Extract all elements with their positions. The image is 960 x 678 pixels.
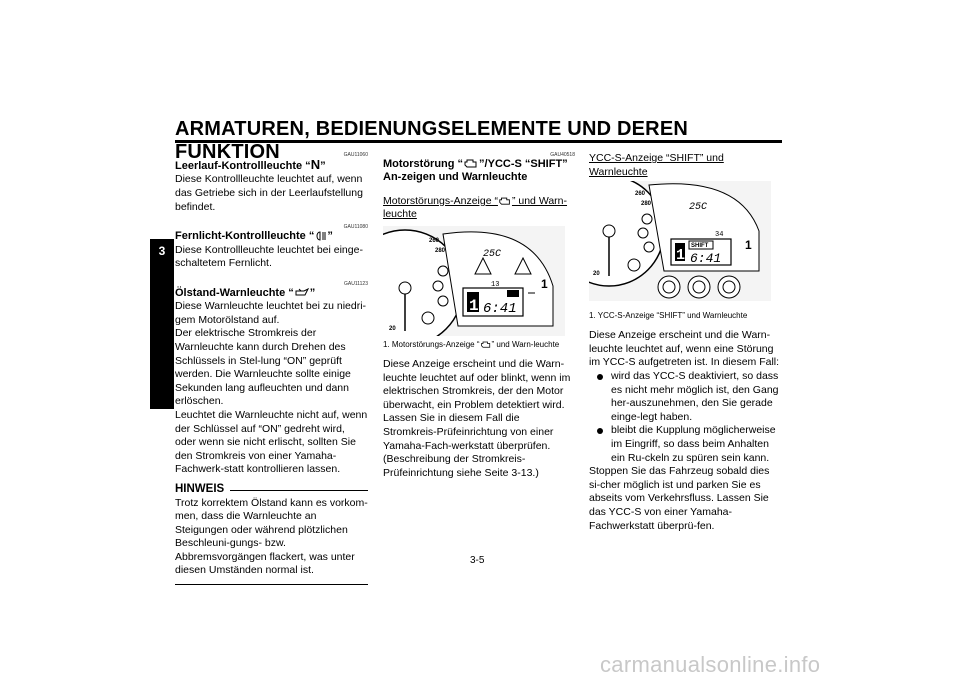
page-number: 3-5 [470, 555, 485, 566]
list-item-text: bleibt die Kupplung möglicherweise im Eingriff, so dass beim Anhalten ein Ru-ckeln zu spüren sein kann. [611, 424, 776, 464]
section-code: GAU11080 [343, 224, 368, 231]
temp-readout: 25C [689, 202, 708, 214]
engine-warning-icon [498, 197, 512, 206]
instrument-cluster-figure [383, 226, 565, 336]
heading-text: Fernlicht-Kontrollleuchte “ [175, 230, 315, 243]
page-title: ARMATUREN, BEDIENUNGSELEMENTE UND DEREN FUNKTION [175, 118, 689, 163]
bullet-list [589, 370, 781, 465]
title-rule [175, 140, 782, 143]
gear-readout: 1 [676, 247, 686, 265]
section-heading-neutral [175, 158, 368, 173]
section-heading-high-beam [175, 230, 368, 243]
neutral-indicator-icon: N [310, 157, 321, 172]
callout-number: 1 [541, 277, 548, 291]
temp-readout: 25C [483, 249, 502, 260]
heading-text: Leerlauf-Kontrollleuchte “ [175, 160, 311, 172]
note-label: HINWEIS [175, 482, 225, 495]
paragraph: Der elektrische Stromkreis der Warnleuchte kann durch Drehen des Schlüssels in Stel-lung “ON” geprüft werden. Die Warnleuchte sollte einige Sekunden lang aufleuchten und dann erlöschen. [175, 327, 351, 408]
chapter-number: 3 [158, 244, 166, 258]
tacho-label-20: 20 [593, 271, 600, 278]
section-heading-engine-trouble [383, 158, 575, 185]
high-beam-icon [314, 231, 327, 241]
paragraph: Leuchtet die Warnleuchte nicht auf, wenn der Schlüssel auf “ON” gedreht wird, oder wenn sie nicht erlischt, sollten Sie den Stromkreis von einer Yamaha-Fachwerk-statt kontrollieren lassen. [175, 408, 368, 476]
engine-warning-icon [463, 159, 479, 169]
small-readout: 34 [715, 231, 724, 240]
note-end-rule [175, 584, 368, 585]
paragraph: Diese Kontrollleuchte leuchtet bei einge-schaltetem Fernlicht. [175, 243, 363, 270]
tacho-label-280: 280 [435, 248, 446, 254]
paragraph: Diese Anzeige erscheint und die Warn-leuchte leuchtet auf, wenn eine Störung im YCC-S aufgetreten ist. In diesem Fall: [589, 329, 780, 369]
note-rule [230, 490, 368, 491]
column-2 [383, 152, 575, 480]
paragraph: Diese Kontrollleuchte leuchtet auf, wenn das Getriebe sich in der Leerlaufstellung befindet. [175, 173, 363, 213]
column-3 [589, 152, 781, 533]
caption-text: ” und Warn-leuchte [491, 340, 560, 349]
instrument-cluster-figure [589, 181, 771, 301]
list-item [589, 424, 781, 465]
list-item-text: wird das YCC-S deaktiviert, so dass es nicht mehr möglich ist, den Gang her-auszunehmen, den Sie gerade einge-legt haben. [611, 369, 779, 423]
callout-number: 1 [745, 238, 752, 253]
watermark: carmanualsonline.info [600, 652, 821, 677]
heading-text: ” [309, 286, 316, 299]
time-readout: 6:41 [690, 251, 722, 267]
paragraph: Stoppen Sie das Fahrzeug sobald dies si-cher möglich ist und parken Sie es abseits vom Verkehrsfluss. Lassen Sie das YCC-S von einer Yamaha-Fachwerkstatt überprü-fen. [589, 465, 770, 532]
section-code: GAU40518 [550, 152, 575, 158]
heading-text: ”/YCC-S “SHIFT” An-zeigen und Warnleuchte [383, 158, 568, 184]
figure-caption [383, 340, 575, 350]
time-readout: 6:41 [483, 301, 517, 317]
heading-text: ” [320, 160, 326, 172]
note-text: Trotz korrektem Ölstand kann es vorkom-men, dass die Warnleuchte an Steigungen oder während plötzlichen Beschleuni-gungs- bzw. Abbremsvorgängen flackert, was unter diesen Umständen normal ist. [175, 496, 368, 577]
heading-text: ” [327, 230, 333, 243]
engine-warning-icon [480, 341, 492, 349]
chapter-tab [150, 239, 174, 409]
section-code: GAU11060 [343, 152, 368, 158]
bullet-icon [597, 374, 603, 380]
paragraph: Diese Warnleuchte leuchtet bei zu niedri-gem Motorölstand auf. [175, 300, 367, 326]
tacho-label-20: 20 [389, 326, 396, 332]
figure-caption: 1. YCC-S-Anzeige “SHIFT” und Warnleuchte [589, 311, 748, 321]
shift-label: SHIFT [691, 243, 709, 250]
subheading: YCC-S-Anzeige “SHIFT” und Warnleuchte [589, 152, 724, 178]
tacho-label-260: 260 [429, 238, 440, 244]
tacho-label-260: 260 [635, 191, 646, 198]
paragraph: Diese Anzeige erscheint und die Warn-leuchte leuchtet auf oder blinkt, wenn im elektrischen Stromkreis, der den Motor überwacht, ein Problem detektiert wird. Lassen Sie in diesem Fall die Stromkreis-Prüfeinrichtung von einer Yamaha-Fach-werkstatt überprüfen. (Beschreibung der Stromkreis-Prüfeinrichtung siehe Seite 3-13.) [383, 358, 571, 479]
small-readout: 13 [491, 281, 500, 289]
subheading-text: Motorstörungs-Anzeige “ [383, 194, 498, 207]
subheading-text: ” und Warn-leuchte [383, 194, 568, 221]
column-1 [175, 152, 368, 585]
note-header [175, 483, 368, 497]
bullet-icon [597, 428, 603, 434]
tacho-label-280: 280 [641, 201, 652, 208]
section-heading-oil-level [175, 287, 368, 300]
list-item [589, 370, 781, 424]
subheading [383, 195, 575, 222]
heading-text: Motorstörung “ [383, 158, 464, 170]
instrument-cluster-illustration [589, 181, 771, 301]
instrument-cluster-illustration [383, 226, 565, 336]
gear-readout: 1 [469, 297, 479, 315]
oil-can-icon [294, 288, 310, 297]
section-code: GAU11123 [344, 280, 368, 287]
caption-text: 1. Motorstörungs-Anzeige “ [383, 340, 480, 349]
heading-text: Ölstand-Warnleuchte “ [175, 286, 294, 299]
